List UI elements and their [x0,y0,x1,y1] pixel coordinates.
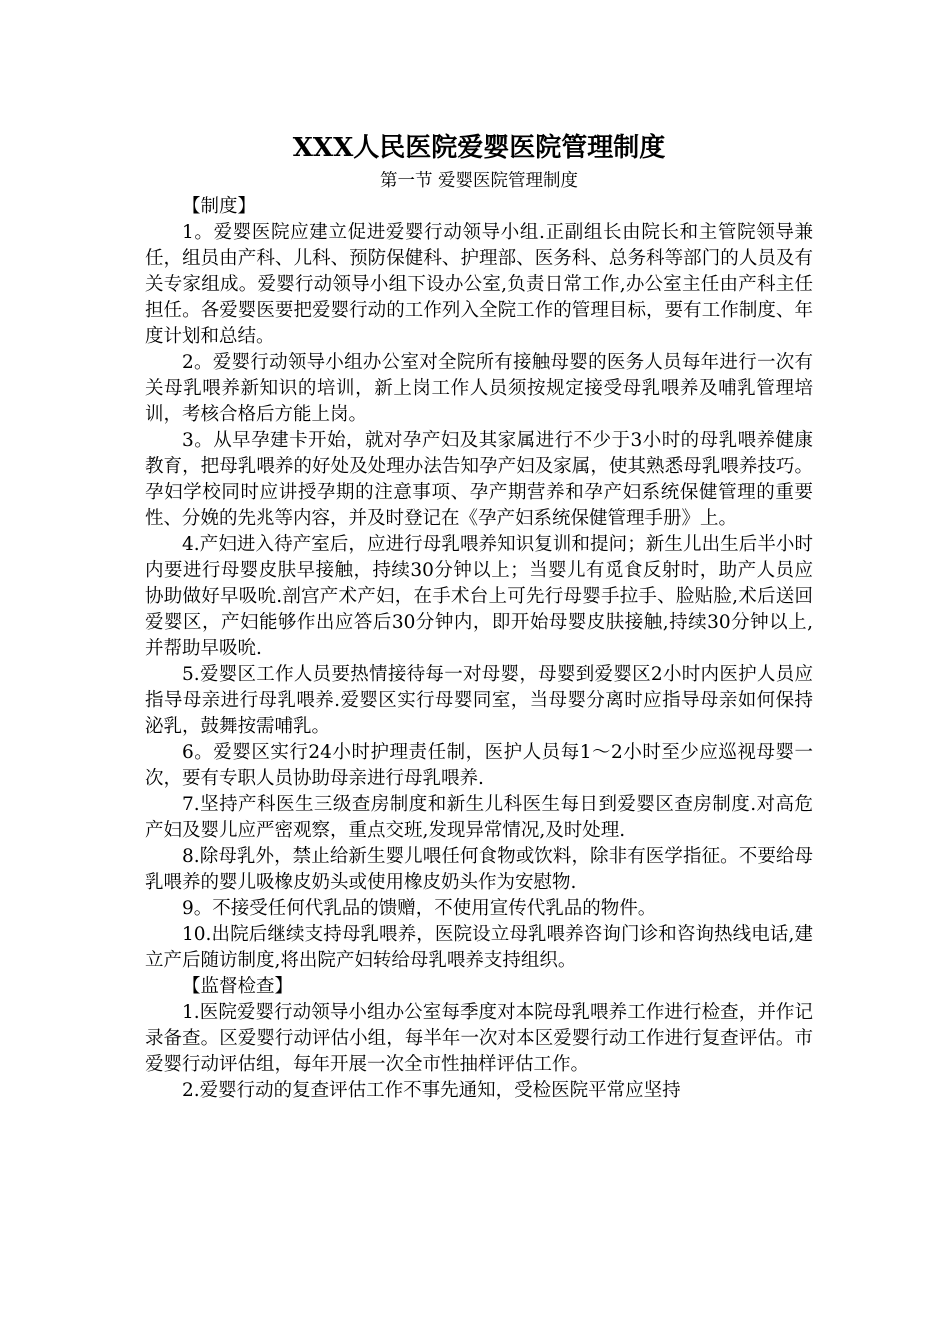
rules-heading: 【制度】 [182,196,257,217]
supervision-heading: 【监督检查】 [182,976,294,997]
rule-item-6: 6。爱婴区实行24小时护理责任制，医护人员每1～2小时至少应巡视母婴一次，要有专职人员协助母亲进行母乳喂养. [145,742,813,789]
document-title: XXX人民医院爱婴医院管理制度 [292,133,666,163]
rule-item-9: 9。不接受任何代乳品的馈赠，不使用宣传代乳品的物件。 [182,898,657,919]
rule-item-5: 5.爱婴区工作人员要热情接待每一对母婴，母婴到爱婴区2小时内医护人员应指导母亲进行母乳喂养.爱婴区实行母婴同室，当母婴分离时应指导母亲如何保持泌乳，鼓舞按需哺乳。 [145,664,813,737]
rule-item-10: 10.出院后继续支持母乳喂养，医院设立母乳喂养咨询门诊和咨询热线电话,建立产后随访制度,将出院产妇转给母乳喂养支持组织。 [145,924,813,971]
document-page [145,128,813,1104]
supervision-item-1: 1.医院爱婴行动领导小组办公室每季度对本院母乳喂养工作进行检查，并作记录备查。区爱婴行动评估小组，每半年一次对本区爱婴行动工作进行复查评估。市爱婴行动评估组，每年开展一次全市性抽样评估工作。 [145,1002,813,1075]
section-subtitle: 第一节 爱婴医院管理制度 [379,171,579,191]
rule-item-1: 1。爱婴医院应建立促进爱婴行动领导小组.正副组长由院长和主管院领导兼任，组员由产科、儿科、预防保健科、护理部、医务科、总务科等部门的人员及有关专家组成。爱婴行动领导小组下设办公室,负责日常工作,办公室主任由产科主任担任。各爱婴医要把爱婴行动的工作列入全院工作的管理目标，要有工作制度、年度计划和总结。 [145,222,813,347]
rule-item-7: 7.坚持产科医生三级查房制度和新生儿科医生每日到爱婴区查房制度.对高危产妇及婴儿应严密观察，重点交班,发现异常情况,及时处理. [145,794,813,841]
rule-item-2: 2。爱婴行动领导小组办公室对全院所有接触母婴的医务人员每年进行一次有关母乳喂养新知识的培训，新上岗工作人员须按规定接受母乳喂养及哺乳管理培训，考核合格后方能上岗。 [145,352,813,425]
rule-item-8: 8.除母乳外，禁止给新生婴儿喂任何食物或饮料，除非有医学指征。不要给母乳喂养的婴儿吸橡皮奶头或使用橡皮奶头作为安慰物. [145,846,813,893]
rule-item-4: 4.产妇进入待产室后，应进行母乳喂养知识复训和提问；新生儿出生后半小时内要进行母婴皮肤早接触，持续30分钟以上；当婴儿有觅食反射时，助产人员应协助做好早吸吮.剖宫产术产妇，在手术台上可先行母婴手拉手、脸贴脸,术后送回爱婴区，产妇能够作出应答后30分钟内，即开始母婴皮肤接触,持续30分钟以上,并帮助早吸吮. [145,534,813,659]
supervision-item-2: 2.爱婴行动的复查评估工作不事先通知，受检医院平常应坚持 [182,1080,681,1101]
rule-item-3: 3。从早孕建卡开始，就对孕产妇及其家属进行不少于3小时的母乳喂养健康教育，把母乳喂养的好处及处理办法告知孕产妇及家属，使其熟悉母乳喂养技巧。孕妇学校同时应讲授孕期的注意事项、孕产期营养和孕产妇系统保健管理的重要性、分娩的先兆等内容，并及时登记在《孕产妇系统保健管理手册》上。 [145,430,813,529]
